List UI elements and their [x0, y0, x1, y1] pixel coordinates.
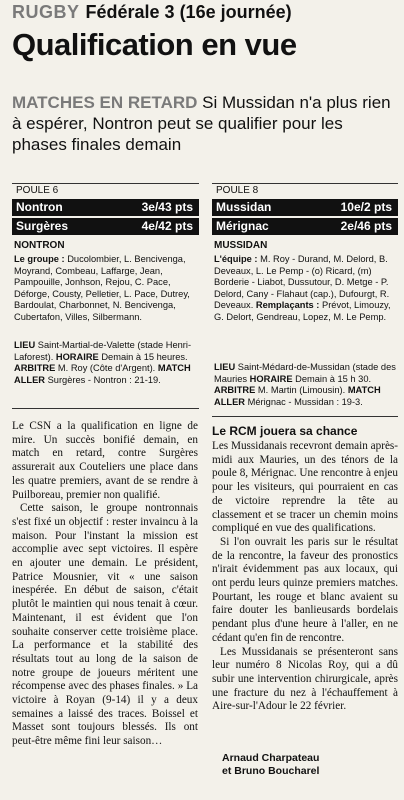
arbitre-label: ARBITRE [214, 385, 256, 395]
rubric-competition: Fédérale 3 (16e journée) [85, 2, 292, 22]
arbitre-label: ARBITRE [14, 363, 56, 373]
rubric-sport: RUGBY [12, 2, 80, 22]
article-paragraph: Si l'on ouvrait les paris sur le résultat de la rencontre, la faveur des pronostics n'irait évidemment pas aux locaux, qui ont perdu leurs quinze premiers matches. Pourtant, les rouge et blanc avaient su faire douter les banlieusards bordelais pendant plus d'une heure à l'aller, en ne cédant qu'en fin de rencontre. [212, 535, 398, 644]
team-score: 3e/43 pts [141, 200, 193, 214]
substitutes-label: Remplaçants : [255, 300, 320, 310]
team-lineup [214, 254, 398, 323]
lineup-label: Le groupe : [14, 254, 65, 264]
box-bottom-rule [12, 408, 199, 409]
author-line: Arnaud Charpateau [222, 752, 320, 764]
poule-label: POULE 6 [12, 183, 199, 198]
article-paragraph: Les Mussidanais recevront demain après-midi aux Mauries, un des ténors de la poule 8, Mérignac. Une rencontre à enjeu pour les visiteurs, qui pourraient en cas de victoire reprendre la tête au classement et se tracer un chemin moins compliqué en vue des qualifications. [212, 440, 398, 535]
lineup-text: M. Roy - Durand, M. Delord, B. Deveaux, L. Le Pemp - (o) Ricard, (m) Borderie - Liabot, Dussutour, D. Metge - P. Delord, Cany - Flahaut (cap.), Dufourgt, R. Deveaux. [214, 254, 390, 310]
team-row-mussidan [212, 199, 398, 216]
aller-label: MATCH ALLER [14, 363, 191, 385]
team-row-merignac [212, 218, 398, 235]
team-heading: NONTRON [14, 240, 65, 251]
horaire-text: Demain à 15 h 30. [292, 373, 372, 384]
author-signature [222, 752, 319, 778]
team-lineup [14, 254, 199, 323]
team-row-surgeres [12, 218, 199, 235]
deck-kicker: MATCHES EN RETARD [12, 93, 198, 112]
team-name: Mérignac [216, 219, 269, 233]
article-subhead: Le RCM jouera sa chance [212, 424, 358, 438]
match-info [14, 340, 199, 386]
lieu-label: LIEU [214, 362, 236, 372]
substitutes-text: Prévot, Limouzy, G. Delort, Gendreau, Lopez, M. Le Pemp. [214, 300, 391, 322]
poule-label: POULE 8 [212, 183, 398, 198]
aller-text: Surgères - Nontron : 21-19. [45, 374, 161, 385]
horaire-label: HORAIRE [55, 351, 99, 362]
lieu-label: LIEU [14, 340, 36, 350]
team-score: 2e/46 pts [340, 219, 392, 233]
right-article [212, 440, 398, 714]
lieu-text: Saint-Médard-de-Mussidan (stade des Mauries [214, 362, 396, 384]
author-line: et Bruno Boucharel [222, 765, 320, 777]
arbitre-text: M. Martin (Limousin). [255, 385, 348, 395]
team-name: Nontron [16, 200, 63, 214]
match-info [214, 362, 398, 408]
deck-text: Si Mussidan n'a plus rien à espérer, Nontron peut se qualifier pour les phases finales demain [12, 93, 391, 154]
article-paragraph: Cette saison, le groupe nontronnais s'est fixé un objectif : rester invaincu à la maison. Pour l'instant la mission est accomplie avec sept victoires. Il espère en ajouter une demain. Le président, Patrice Mousnier, vit « une saison inespérée. En début de saison, c'était plutôt le maintien qui nous tenait à cœur. Maintenant, il est évident que l'on souhaite conserver cette troisième place. La performance et la stabilité des résultats tout au long de la saison de notre groupe de joueurs méritent une récompense avec des phases finales. » La victoire à Royan (9-14) il y a deux semaines a laissé des traces. Boissel et Masset sont toujours blessés. Ils ont peut-être même fini leur saison… [12, 502, 198, 748]
lineup-text: Ducolombier, L. Bencivenga, Moyrand, Combeau, Laffarge, Jean, Pampouille, Jonhson, Rejou, C. Pace, Déforge, Cousty, Pelletier, L. Pace, Dutrey, Bardoulat, Charbonnet, N. Bencivenga, Cubertafon, Villes, Silbermann. [14, 254, 190, 322]
aller-label: MATCH ALLER [214, 385, 381, 407]
arbitre-text: M. Roy (Côte d'Argent). [55, 363, 158, 373]
article-paragraph: Les Mussidanais se présenteront sans leur numéro 8 Nicolas Roy, qui a dû subir une intervention chirurgicale, après une fracture du nez à l'échauffement à Aire-sur-l'Adour le 22 février. [212, 645, 398, 713]
box-bottom-rule [212, 416, 398, 417]
team-name: Surgères [16, 219, 69, 233]
lieu-text: Saint-Martial-de-Valette (stade Henri-Laforest). [14, 340, 192, 362]
team-name: Mussidan [216, 200, 272, 214]
horaire-label: HORAIRE [249, 373, 293, 384]
headline: Qualification en vue [12, 27, 297, 62]
team-score: 4e/42 pts [141, 219, 193, 233]
lineup-label: L'équipe : [214, 254, 258, 264]
team-score: 10e/2 pts [340, 200, 392, 214]
horaire-text: Demain à 15 heures. [98, 351, 188, 362]
article-paragraph: Le CSN a la qualification en ligne de mire. Un succès bonifié demain, en match en retard, contre Surgères assurerait aux Couteliers une place dans les quatre premiers, avant de se rendre à Puilboreau, premier non qualifié. [12, 420, 198, 501]
team-heading: MUSSIDAN [214, 240, 268, 251]
left-article [12, 420, 198, 749]
aller-text: Mérignac - Mussidan : 19-3. [245, 396, 363, 407]
team-row-nontron [12, 199, 199, 216]
